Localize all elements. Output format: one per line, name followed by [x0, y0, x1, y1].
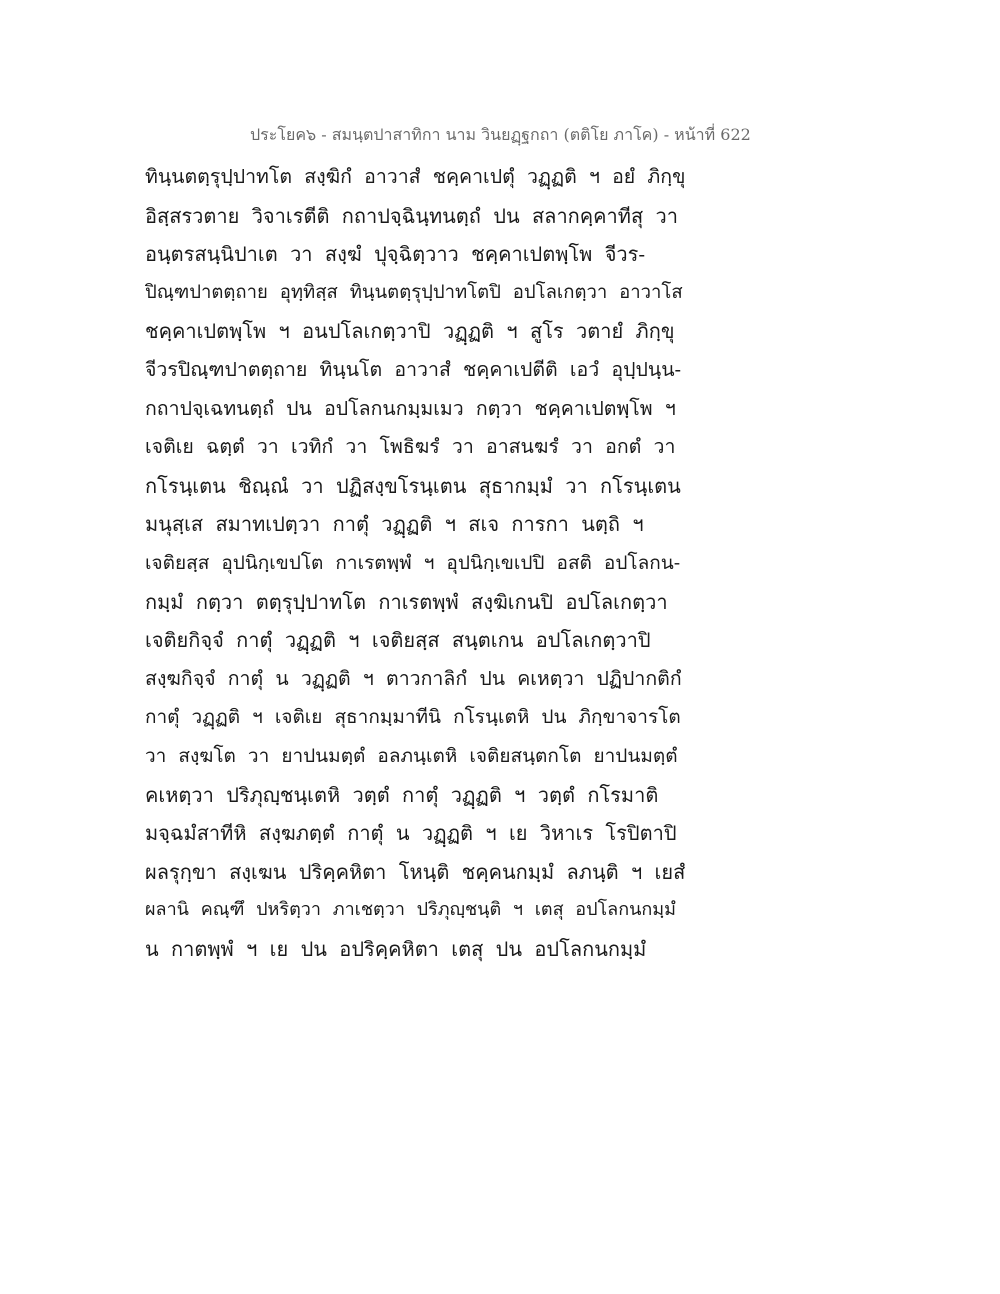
- text-line: กถาปจฺเฉทนตฺถํ ปน อปโลกนกมฺมเมว กตฺวา ชคฺคาเปตพฺโพ ฯ: [145, 396, 676, 420]
- text-line: ทินฺนตตฺรุปฺปาทโต สงฺฆิกํ อาวาสํ ชคฺคาเปตุํ วฏฺฏติ ฯ อยํ ภิกฺขุ: [145, 165, 685, 188]
- text-line: เจติเย ฉตฺตํ วา เวทิกํ วา โพธิฆรํ วา อาสนฆรํ วา อกตํ วา: [145, 435, 676, 459]
- text-line: อนฺตรสนฺนิปาเต วา สงฺฆํ ปุจฺฉิตฺวาว ชคฺคาเปตพฺโพ จีวร-: [145, 242, 646, 267]
- body-text: [145, 158, 685, 968]
- text-line: สงฺฆกิจฺจํ กาตุํ น วฏฺฏติ ฯ ตาวกาลิกํ ปน คเหตฺวา ปฏิปากติกํ: [145, 666, 682, 690]
- text-line: เจติยสฺส อุปนิกฺเขปโต กาเรตพฺพํ ฯ อุปนิกฺเขเปปิ อสติ อปโลกน-: [145, 551, 681, 574]
- text-line: ปิณฺฑปาตตฺถาย อุทฺทิสฺส ทินฺนตตฺรุปฺปาทโตปิ อปโลเกตฺวา อาวาโส: [145, 281, 683, 303]
- text-line: มจฺฉมํสาทีหิ สงฺฆภตฺตํ กาตุํ น วฏฺฏติ ฯ เย วิหาเร โรปิตาปิ: [145, 821, 677, 846]
- text-line: จีวรปิณฺฑปาตตฺถาย ทินฺนโต อาวาสํ ชคฺคาเปตีติ เอวํ อุปฺปนฺน-: [145, 357, 682, 381]
- text-line: วา สงฺฆโต วา ยาปนมตฺตํ อลภนฺเตหิ เจติยสนฺตกโต ยาปนมตฺตํ: [145, 744, 678, 767]
- text-line: น กาตพฺพํ ฯ เย ปน อปริคฺคหิตา เตสุ ปน อปโลกนกมฺมํ: [145, 936, 647, 961]
- text-line: มนุสฺเส สมาทเปตฺวา กาตุํ วฏฺฏติ ฯ สเจ การกา นตฺถิ ฯ: [145, 512, 644, 537]
- text-line: ผลานิ คณฺฑึ ปหริตฺวา ภาเชตฺวา ปริภุญฺชนฺติ ฯ เตสุ อปโลกนกมฺมํ: [145, 899, 677, 921]
- text-line: กโรนฺเตน ชิณฺณํ วา ปฏิสงฺขโรนฺเตน สุธากมฺมํ วา กโรนฺเตน: [145, 473, 681, 498]
- text-line: กมฺมํ กตฺวา ตตฺรุปฺปาทโต กาเรตพฺพํ สงฺฆิเกนปิ อปโลเกตฺวา: [145, 589, 668, 614]
- running-header: ประโยค๖ - สมนฺตปาสาทิกา นาม วินยฏฺฐกถา (ตติโย ภาโค) - หน้าที่ 622: [250, 125, 751, 144]
- text-line: ชคฺคาเปตพฺโพ ฯ อนปโลเกตฺวาปิ วฏฺฏติ ฯ สูโร วตายํ ภิกฺขุ: [145, 319, 675, 344]
- text-line: คเหตฺวา ปริภุญฺชนฺเตหิ วตฺตํ กาตุํ วฏฺฏติ ฯ วตฺตํ กโรมาติ: [145, 782, 659, 807]
- text-line: อิสฺสรวตาย วิจาเรตีติ กถาปจฺฉินฺทนตฺถํ ปน สลากคฺคาทีสุ วา: [145, 203, 678, 228]
- text-line: ผลรุกฺขา สงฺเฆน ปริคฺคหิตา โหนฺติ ชคฺคนกมฺมํ ลภนฺติ ฯ เยสํ: [145, 859, 685, 884]
- text-line: เจติยกิจฺจํ กาตุํ วฏฺฏติ ฯ เจติยสฺส สนฺตเกน อปโลเกตฺวาปิ: [145, 628, 651, 653]
- text-line: กาตุํ วฏฺฏติ ฯ เจติเย สุธากมฺมาทีนิ กโรนฺเตหิ ปน ภิกฺขาจารโต: [145, 706, 681, 729]
